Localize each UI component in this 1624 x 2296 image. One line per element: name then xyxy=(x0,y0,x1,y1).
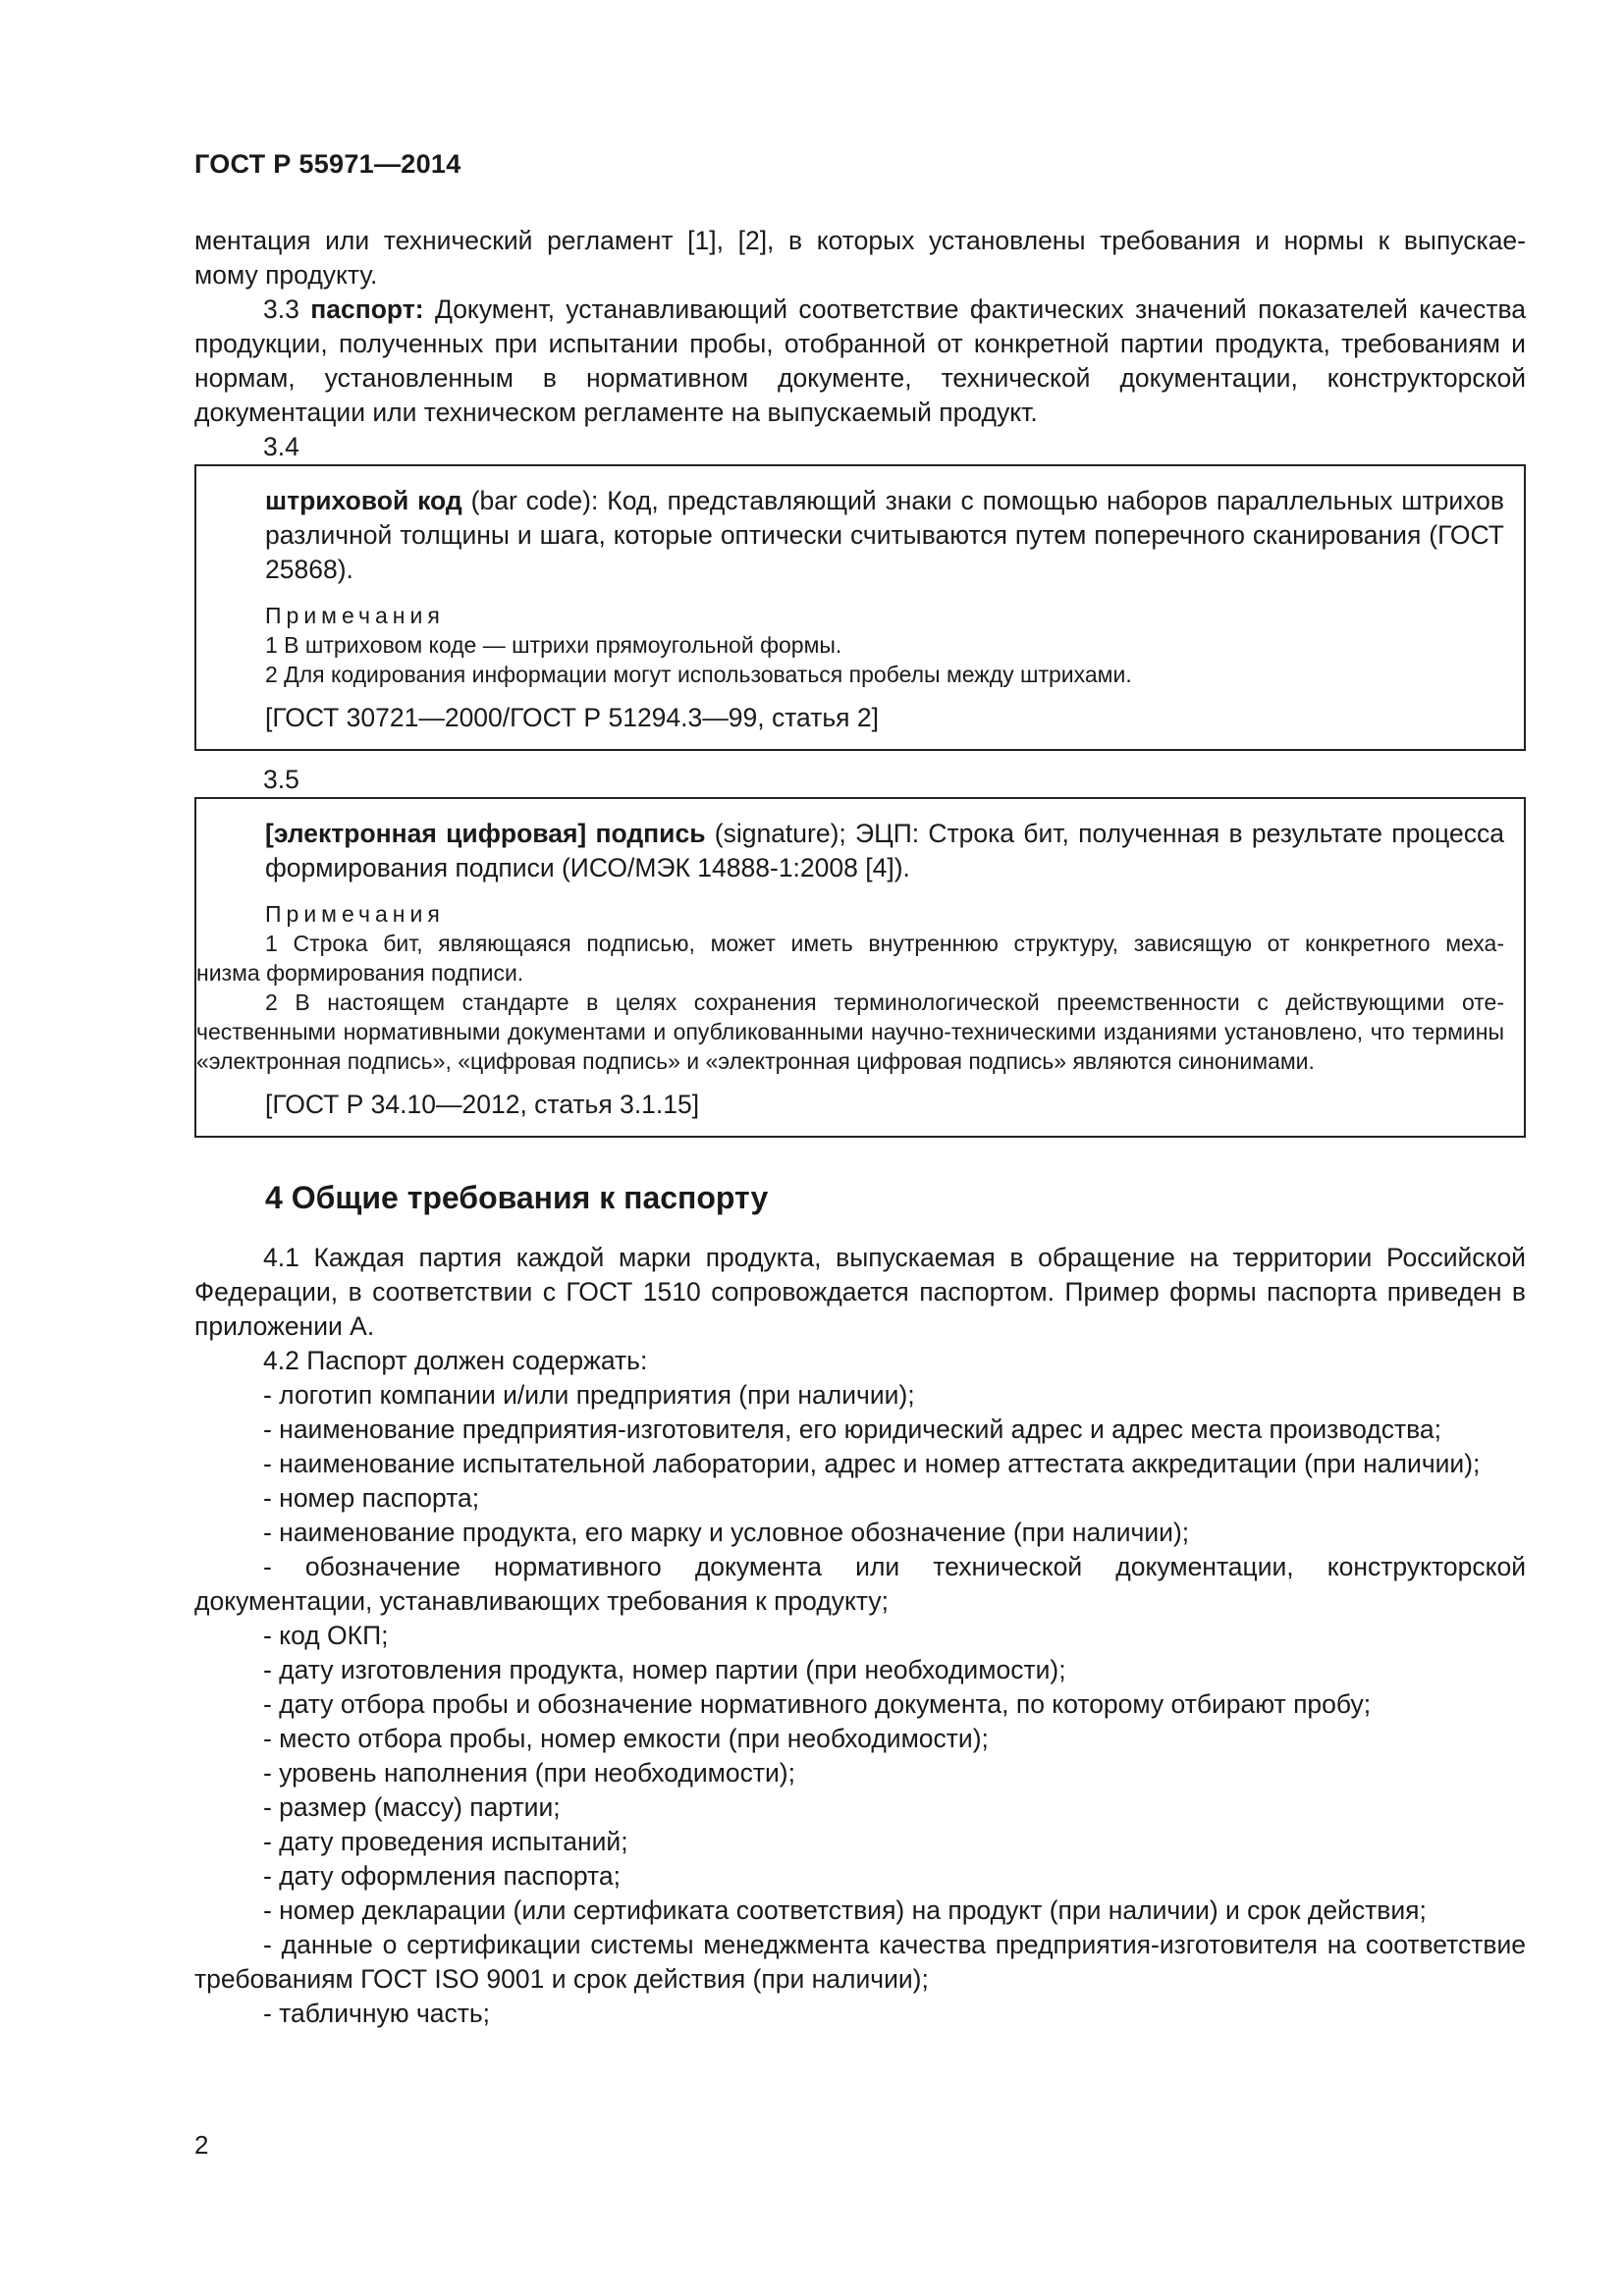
term-barcode: штриховой код xyxy=(265,486,462,515)
definition-3-3 xyxy=(194,293,1526,430)
item-number: 3.3 xyxy=(263,294,299,324)
list-item: - уровень наполнения (при необходимости); xyxy=(263,1758,795,1788)
list-item: - данные о сертификации системы менеджмента качества предприятия-изготовителя на соответствие требованиям ГОСТ ISO 9001 и срок действия (при наличии); xyxy=(194,1930,1526,1994)
list-item: - дату отбора пробы и обозначение нормативного документа, по которому отбирают пробу; xyxy=(263,1689,1372,1719)
section-4-title: 4 Общие требования к паспорту xyxy=(265,1180,769,1215)
definition-box-3-5 xyxy=(194,797,1526,1138)
note-1-rest: низма формирования подписи. xyxy=(196,960,524,986)
definition-box-3-4 xyxy=(194,464,1526,751)
term-english: (signature); ЭЦП: xyxy=(714,819,920,848)
definition-text: Документ, устанавливающий соответствие фактических значений показателей качества продукции, полученных при испытании пробы, отобранной от конкретной партии продукта, требованиям и нормам, установленным в нормативном документе, технической документации, конструкторской документации или техническом регламенте на выпускаемый продукт. xyxy=(194,294,1526,427)
list-item: - место отбора пробы, номер емкости (при необходимости); xyxy=(263,1724,989,1753)
list-item: - номер паспорта; xyxy=(263,1483,480,1513)
item-number-3-5: 3.5 xyxy=(263,765,299,794)
item-number-3-4: 3.4 xyxy=(263,432,299,461)
paragraph-4-2: 4.2 Паспорт должен содержать: xyxy=(263,1346,648,1375)
passport-requirements-list xyxy=(194,1378,1526,2031)
note-1-first: 1 Строка бит, являющаяся подписью, может иметь внутреннюю структуру, зависящую от конкретного меха- xyxy=(265,931,1504,956)
term-signature: [электронная цифровая] подпись xyxy=(265,819,706,848)
list-item: - наименование испытательной лаборатории, адрес и номер аттестата аккредитации (при наличии); xyxy=(263,1449,1481,1478)
list-item: - дату оформления паспорта; xyxy=(263,1861,621,1891)
note-2: 2 Для кодирования информации могут использоваться пробелы между штрихами. xyxy=(265,662,1132,687)
list-item: - табличную часть; xyxy=(263,1999,491,2028)
note-2-rest: чественными нормативными документами и опубликованными научно-техническими изданиями установлено, что термины «электронная подпись», «цифровая подпись» и «электронная цифровая подпись» являются синонимами. xyxy=(196,1019,1504,1074)
paragraph-4-1: 4.1 Каждая партия каждой марки продукта, выпускаемая в обращение на территории Российской Федерации, в соответствии с ГОСТ 1510 сопровождается паспортом. Пример формы паспорта приведен в приложении А. xyxy=(194,1243,1526,1341)
notes-title: Примечания xyxy=(265,603,445,628)
term-english: (bar code): xyxy=(470,486,599,515)
definition-3-4 xyxy=(265,484,1504,587)
definition-3-5 xyxy=(265,817,1504,885)
list-item: - логотип компании и/или предприятия (при наличии); xyxy=(263,1380,915,1410)
list-item: - код ОКП; xyxy=(263,1621,389,1650)
list-item: - номер декларации (или сертификата соответствия) на продукт (при наличии) и срок действия; xyxy=(263,1896,1427,1925)
note-1: 1 В штриховом коде — штрихи прямоугольной формы. xyxy=(265,632,842,658)
intro-line-2: мому продукту. xyxy=(194,260,378,290)
term-passport: паспорт: xyxy=(310,294,424,324)
page-number: 2 xyxy=(194,2130,209,2160)
list-item: - дату проведения испытаний; xyxy=(263,1827,628,1856)
notes-title: Примечания xyxy=(265,901,445,927)
list-item: - дату изготовления продукта, номер партии (при необходимости); xyxy=(263,1655,1066,1684)
list-item: - обозначение нормативного документа или технической документации, конструкторской документации, устанавливающих требования к продукту; xyxy=(194,1552,1526,1616)
list-item: - наименование продукта, его марку и условное обозначение (при наличии); xyxy=(263,1518,1190,1547)
source-reference: [ГОСТ Р 34.10—2012, статья 3.1.15] xyxy=(265,1090,700,1119)
intro-line-1: ментация или технический регламент [1], [2], в которых установлены требования и нормы к выпускае- xyxy=(194,226,1526,255)
body-text xyxy=(194,224,1526,2031)
definition-text: Код, представляющий знаки с помощью наборов параллельных штрихов различной толщины и шага, которые оптически считываются путем поперечного сканирования (ГОСТ 25868). xyxy=(265,486,1504,584)
document-header: ГОСТ Р 55971—2014 xyxy=(194,149,461,179)
definition-text: Строка бит, полученная в результате процесса формирования подписи (ИСО/МЭК 14888-1:2008 [4]). xyxy=(265,819,1504,882)
list-item: - наименование предприятия-изготовителя, его юридический адрес и адрес места производства; xyxy=(263,1415,1441,1444)
note-2-first: 2 В настоящем стандарте в целях сохранения терминологической преемственности с действующими оте- xyxy=(265,989,1504,1015)
list-item: - размер (массу) партии; xyxy=(263,1792,561,1822)
source-reference: [ГОСТ 30721—2000/ГОСТ Р 51294.3—99, статья 2] xyxy=(265,703,879,732)
